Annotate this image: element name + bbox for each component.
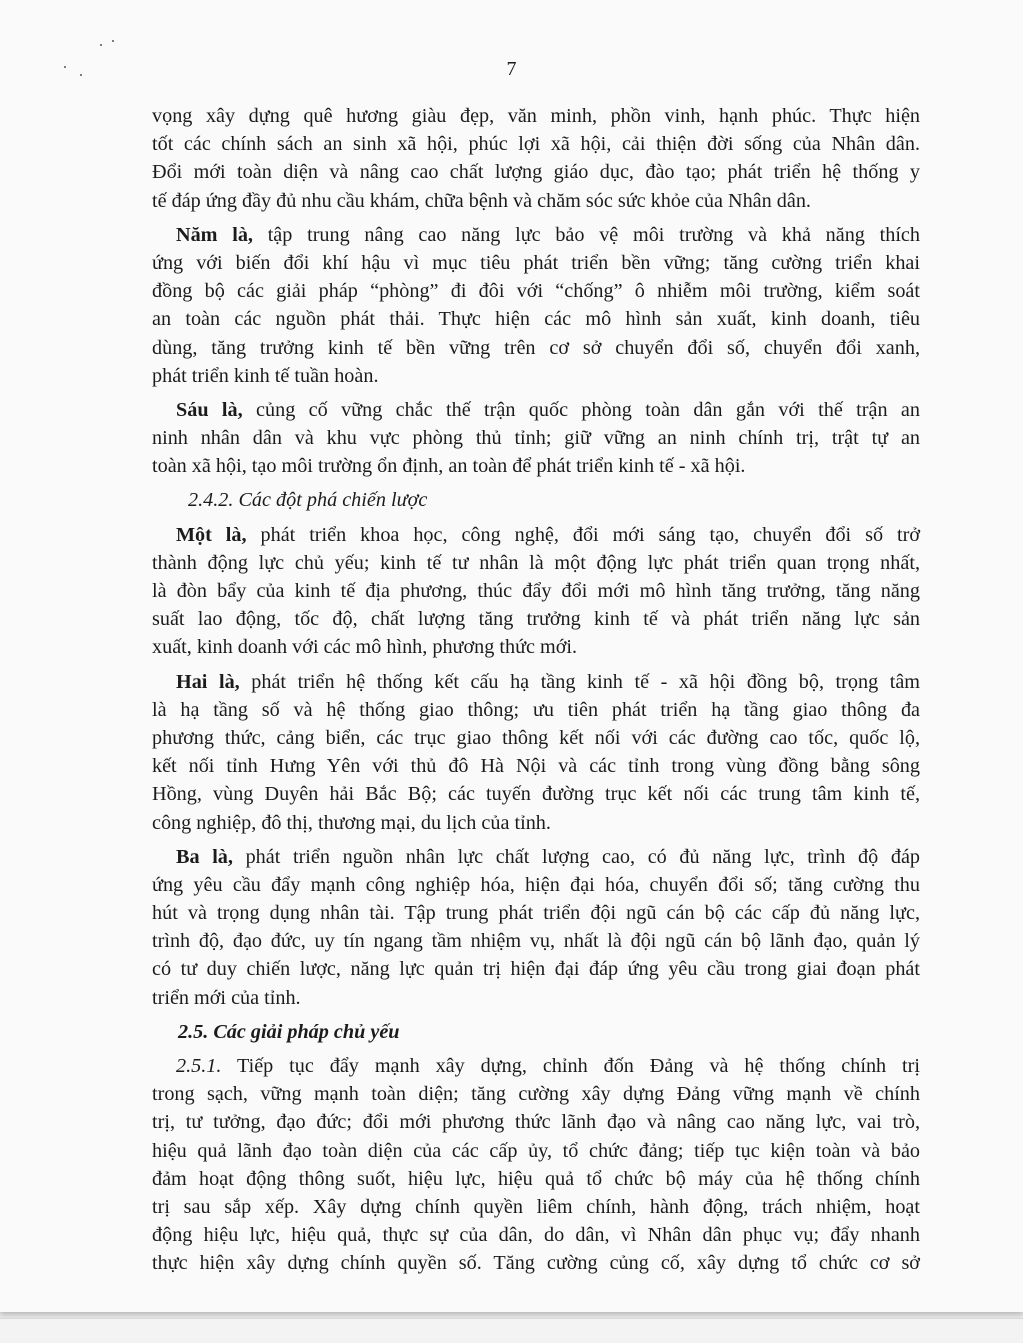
paragraph-lead: Một là, — [176, 523, 247, 546]
text-line: tốt các chính sách an sinh xã hội, phúc lợi xã hội, cải thiện đời sống của Nhân dân. — [152, 133, 920, 156]
paragraph-lead: Hai là, — [176, 670, 240, 693]
paragraph-text: củng cố vững chắc thế trận quốc phòng toàn dân gắn với thế trận an — [242, 398, 920, 421]
section-heading: 2.4.2. Các đột phá chiến lược — [188, 489, 428, 512]
text-line: phương thức, cảng biển, các trục giao thông kết nối với các đường cao tốc, quốc lộ, — [152, 726, 920, 749]
paragraph-first-line — [152, 843, 920, 871]
paragraph-first-line — [152, 668, 920, 696]
page-number: 7 — [506, 58, 517, 80]
paragraph-text: phát triển nguồn nhân lực chất lượng cao, có đủ năng lực, trình độ đáp — [232, 845, 921, 868]
text-line: ứng yêu cầu đẩy mạnh công nghiệp hóa, hiện đại hóa, chuyển đổi số; tăng cường thu — [152, 873, 920, 896]
text-line: đảm hoạt động thông suốt, hiệu lực, hiệu quả tổ chức bộ máy của hệ thống chính — [152, 1167, 920, 1190]
text-line: suất lao động, tốc độ, chất lượng tăng trưởng kinh tế và phát triển năng lực sản — [152, 608, 920, 631]
paragraph — [152, 843, 920, 1012]
scan-speck — [112, 40, 114, 42]
paragraph — [152, 486, 920, 514]
text-line: trị sau sắp xếp. Xây dựng chính quyền liêm chính, hành động, trách nhiệm, hoạt — [152, 1195, 920, 1218]
text-line: dùng, tăng trưởng kinh tế bền vững trên cơ sở chuyển đổi số, chuyển đổi xanh, — [152, 336, 920, 359]
paragraph-text: phát triển hệ thống kết cấu hạ tầng kinh tế - xã hội đồng bộ, trọng tâm — [239, 670, 920, 693]
text-line: trong sạch, vững mạnh toàn diện; tăng cường xây dựng Đảng vững mạnh về chính — [152, 1083, 920, 1106]
text-line: vọng xây dựng quê hương giàu đẹp, văn minh, phồn vinh, hạnh phúc. Thực hiện — [152, 105, 920, 127]
text-line: ứng với biến đổi khí hậu vì mục tiêu phát triển bền vững; tăng cường triển khai — [152, 251, 920, 274]
paragraph-first-line — [152, 221, 920, 249]
paragraph-lead: Sáu là, — [176, 398, 243, 421]
text-line: thực hiện xây dựng chính quyền số. Tăng cường củng cố, xây dựng tổ chức cơ sở — [152, 1252, 920, 1275]
text-line: xuất, kinh doanh với các mô hình, phương thức mới. — [152, 636, 578, 659]
paragraph — [152, 521, 920, 662]
paragraph — [152, 1052, 920, 1278]
text-line: tế đáp ứng đầy đủ nhu cầu khám, chữa bệnh và chăm sóc sức khỏe của Nhân dân. — [152, 189, 811, 212]
paragraph-lead: Ba là, — [176, 845, 233, 868]
section-heading: 2.5. Các giải pháp chủ yếu — [178, 1020, 400, 1043]
paragraph-lead: Năm là, — [176, 223, 253, 246]
paragraph-first-line — [152, 1052, 920, 1080]
paragraph-text: phát triển khoa học, công nghệ, đổi mới sáng tạo, chuyển đổi số trở — [246, 523, 920, 546]
text-line: toàn xã hội, tạo môi trường ổn định, an toàn để phát triển kinh tế - xã hội. — [152, 455, 746, 478]
paragraph-first-line — [152, 521, 920, 549]
text-line: Hồng, vùng Duyên hải Bắc Bộ; các tuyến đường trục kết nối các trung tâm kinh tế, — [152, 783, 920, 806]
text-line: hiệu quả lãnh đạo toàn diện của các cấp ủy, tổ chức đảng; tiếp tục kiện toàn và bảo — [152, 1139, 920, 1162]
text-line: triển mới của tỉnh. — [152, 986, 301, 1009]
text-line: đồng bộ các giải pháp “phòng” đi đôi với “chống” ô nhiễm môi trường, kiểm soát — [152, 280, 920, 303]
paragraph — [152, 102, 920, 215]
paragraph — [152, 221, 920, 390]
scan-speck — [100, 44, 102, 46]
paragraph-text: Tiếp tục đẩy mạnh xây dựng, chỉnh đốn Đảng và hệ thống chính trị — [221, 1055, 920, 1077]
next-page-edge — [0, 1318, 1023, 1343]
paragraph-text: tập trung nâng cao năng lực bảo vệ môi trường và khả năng thích — [252, 223, 920, 246]
text-line: hút và trọng dụng nhân tài. Tập trung phát triển đội ngũ cán bộ các cấp đủ năng lực, — [152, 902, 920, 925]
paragraph — [152, 396, 920, 481]
paragraph — [152, 1018, 920, 1046]
paragraph-number: 2.5.1. — [176, 1055, 222, 1077]
text-line: có tư duy chiến lược, năng lực quản trị hiện đại đáp ứng yêu cầu trong giai đoạn phát — [152, 958, 920, 981]
text-line: an toàn các nguồn phát thải. Thực hiện các mô hình sản xuất, kinh doanh, tiêu — [152, 308, 920, 331]
paragraph — [152, 668, 920, 837]
text-line: Đổi mới toàn diện và nâng cao chất lượng giáo dục, đào tạo; phát triển hệ thống y — [152, 161, 920, 184]
text-line: ninh nhân dân và khu vực phòng thủ tỉnh; giữ vững an ninh chính trị, trật tự an — [152, 427, 920, 450]
document-body — [152, 102, 920, 1278]
text-line: trị, tư tưởng, đạo đức; đổi mới phương thức lãnh đạo và nâng cao năng lực, vai trò, — [152, 1111, 920, 1134]
paragraph-first-line — [152, 396, 920, 424]
text-line: là đòn bẩy của kinh tế địa phương, thúc đẩy đổi mới mô hình tăng trưởng, tăng năng — [152, 580, 920, 602]
text-line: phát triển kinh tế tuần hoàn. — [152, 364, 379, 387]
text-line: là hạ tầng số và hệ thống giao thông; ưu tiên phát triển hạ tầng giao thông đa — [152, 698, 920, 721]
text-line: thành động lực chủ yếu; kinh tế tư nhân là một động lực phát triển quan trọng nhất, — [152, 551, 920, 574]
text-line: công nghiệp, đô thị, thương mại, du lịch của tỉnh. — [152, 811, 551, 834]
text-line: kết nối tỉnh Hưng Yên với thủ đô Hà Nội và các tỉnh trong vùng đồng bằng sông — [152, 755, 920, 778]
text-line: trình độ, đạo đức, uy tín ngang tầm nhiệm vụ, nhất là đội ngũ cán bộ lãnh đạo, quản lý — [152, 930, 920, 953]
text-line: động hiệu lực, hiệu quả, thực sự của dân, do dân, vì Nhân dân phục vụ; đẩy nhanh — [152, 1224, 920, 1247]
